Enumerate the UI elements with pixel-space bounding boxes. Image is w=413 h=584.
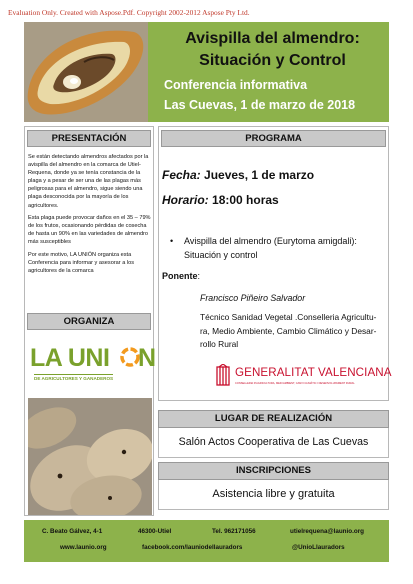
inscripciones-heading: INSCRIPCIONES xyxy=(158,462,389,480)
ponente-role: Técnico Sanidad Vegetal .Conselleria Agricultu- ra, Medio Ambiente, Cambio Climático y Desar- rollo Rural xyxy=(200,312,377,349)
footer-email[interactable]: utielrequena@launio.org xyxy=(290,528,365,535)
title-line-2: Situación y Control xyxy=(199,52,346,69)
presentacion-paragraph-2: Esta plaga puede provocar daños en el 35 – 79% de los frutos, ocasionando pérdidas de cosecha de hasta un 90% en las variedades de almendro más susceptibles xyxy=(28,215,151,246)
presentacion-paragraph-3: Por este motivo, LA UNIÓN organiza esta Conferencia para informar y asesorar a los agricultores de la comarca xyxy=(28,252,135,275)
footer-address: C. Beato Gálvez, 4-1 xyxy=(42,528,103,535)
footer-contact xyxy=(24,520,389,562)
presentacion-text xyxy=(28,153,152,280)
la-union-logo: LA UNI N DE AGRICULTORES Y GANADEROS xyxy=(30,344,157,381)
ponente-name: Francisco Piñeiro Salvador xyxy=(200,293,306,303)
horario-line: Horario: 18:00 horas xyxy=(162,193,279,207)
footer-facebook[interactable]: facebook.com/launiodellauradors xyxy=(142,544,243,551)
footer-phone: Tel. 962171056 xyxy=(212,528,256,535)
program-bullet: • Avispilla del almendro (Eurytoma amigdali): Situación y control xyxy=(170,236,357,260)
presentacion-paragraph-1: Se están detectando almendros afectados por la avispilla del almendro en la comarca de Utiel-Requena, donde ya se tenía constancia de la plaga y a pesar de ser una de las plagas más peligrosas para el almendro, sigue siendo una plaga desconocida por la mayoría de los agricultores. xyxy=(28,154,149,209)
almond-photo xyxy=(24,22,148,122)
footer-web[interactable]: www.launio.org xyxy=(60,544,107,551)
lugar-value: Salón Actos Cooperativa de Las Cuevas xyxy=(158,428,389,458)
inscripciones-value: Asistencia libre y gratuita xyxy=(158,480,389,510)
title-line-1: Avispilla del almendro: xyxy=(185,30,360,47)
logo-o-icon xyxy=(120,344,140,370)
programa-heading: PROGRAMA xyxy=(161,130,386,147)
presentacion-heading: PRESENTACIÓN xyxy=(27,130,151,147)
date-place: Las Cuevas, 1 de marzo de 2018 xyxy=(164,98,356,112)
generalitat-logo: GENERALITAT VALENCIANA CONSELLERIA D'AGRICULTURA, MEDI AMBIENT, CANVI CLIMÀTIC I DESENVOLUPAMENT RURAL xyxy=(216,362,386,396)
ponente-label: Ponente: xyxy=(162,271,201,281)
bullet-icon: • xyxy=(170,236,174,246)
generalitat-crest-icon xyxy=(216,364,230,388)
footer-postal: 46300-Utiel xyxy=(138,528,172,535)
organiza-heading: ORGANIZA xyxy=(27,313,151,330)
fecha-line: Fecha: Jueves, 1 de marzo xyxy=(162,168,315,182)
lugar-heading: LUGAR DE REALIZACIÓN xyxy=(158,410,389,428)
footer-twitter[interactable]: @UnioLlauradors xyxy=(292,544,345,551)
evaluation-watermark: Evaluation Only. Created with Aspose.Pdf. Copyright 2002-2012 Aspose Pty Ltd. xyxy=(8,8,250,17)
almond-photo-bottom xyxy=(28,398,152,515)
subtitle: Conferencia informativa xyxy=(164,78,308,92)
